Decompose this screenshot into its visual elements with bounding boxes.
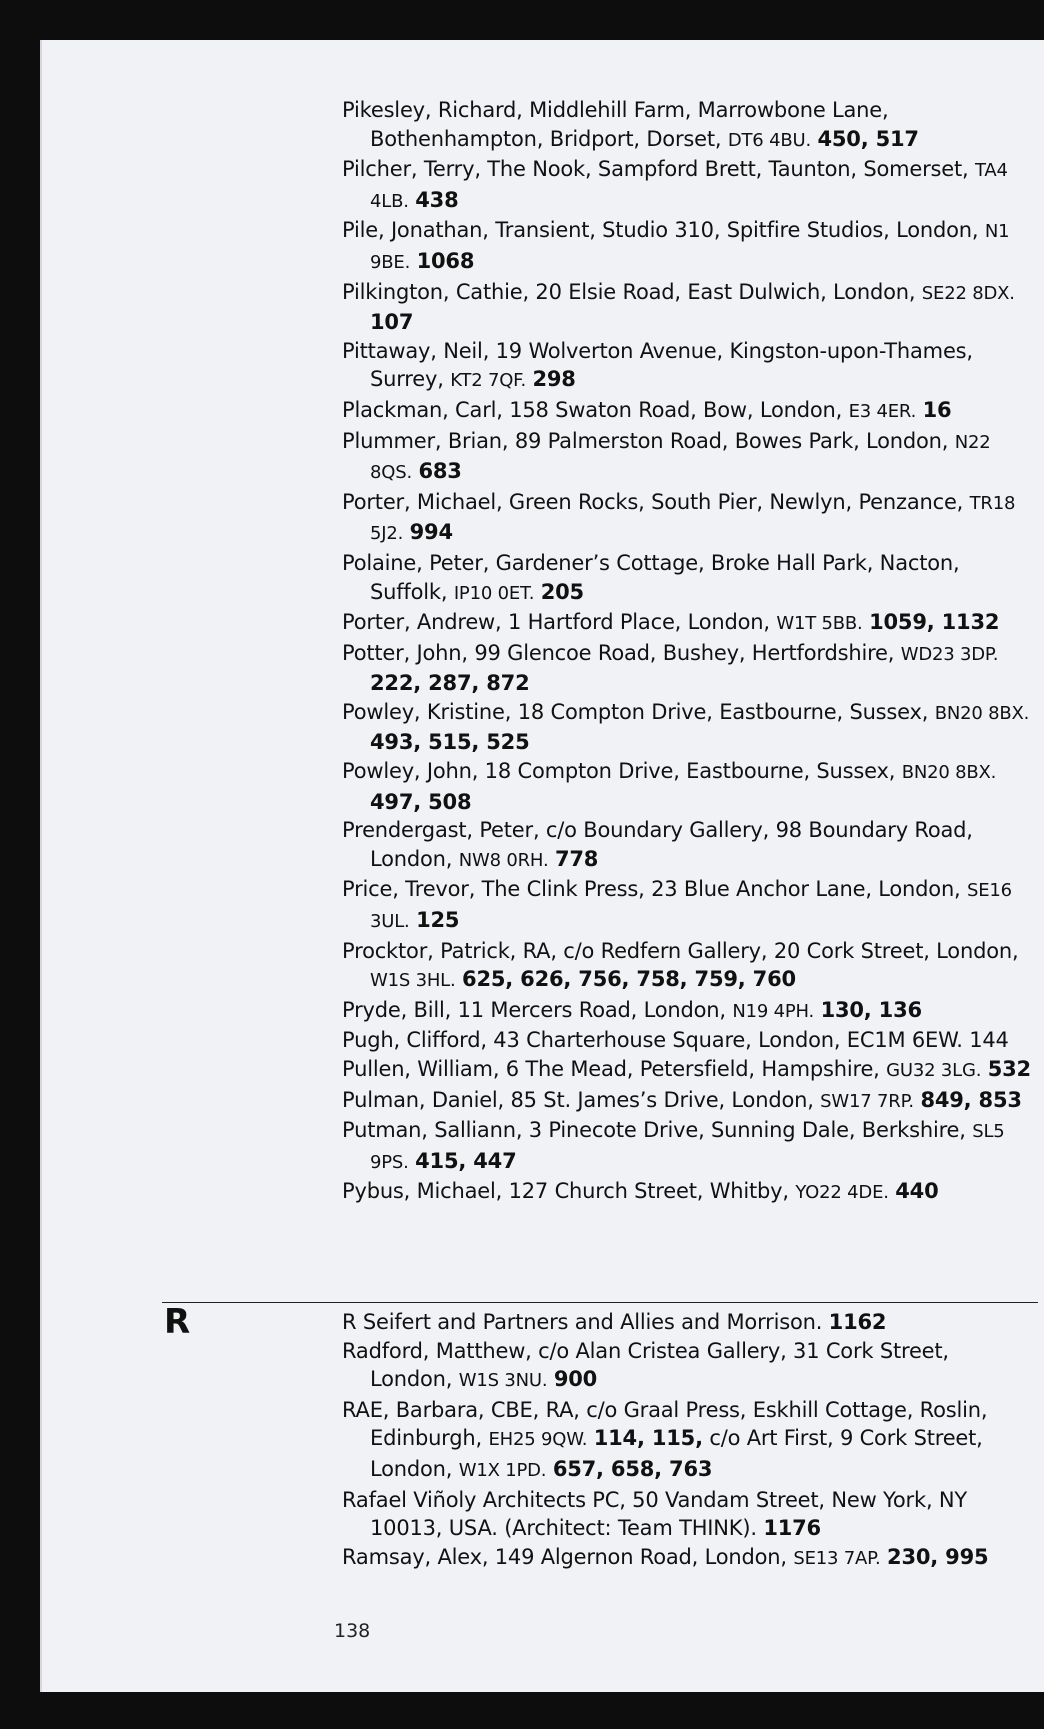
postcode: BN20 8BX. (901, 762, 997, 784)
page-references: 222, 287, 872 (370, 671, 530, 696)
entry-text: Potter, John, 99 Glencoe Road, Bushey, Hertfordshire, (342, 640, 901, 665)
entry-text: Polaine, Peter, Gardener’s Cottage, Broke Hall Park, Nacton, Suffolk, (342, 550, 960, 604)
index-entry (342, 396, 1032, 427)
index-section-p (342, 96, 1032, 1208)
index-entry (342, 96, 1032, 155)
index-entry (342, 757, 1032, 816)
index-entry (342, 1026, 1032, 1055)
entry-text: Radford, Matthew, c/o Alan Cristea Gallery, 31 Cork Street, London, (342, 1338, 949, 1392)
index-entry (342, 1486, 1032, 1543)
page-references: 1176 (763, 1516, 821, 1541)
index-page (40, 40, 1044, 1692)
page-references: 415, 447 (415, 1148, 517, 1173)
page-references: 900 (553, 1367, 598, 1392)
postcode: GU32 3LG. (886, 1060, 982, 1081)
postcode: SL5 9PS. (370, 1121, 1005, 1173)
entry-text: Putman, Salliann, 3 Pinecote Drive, Sunning Dale, Berkshire, (342, 1118, 973, 1143)
entry-text: R Seifert and Partners and Allies and Morrison. (342, 1310, 829, 1334)
entry-text: Plummer, Brian, 89 Palmerston Road, Bowes Park, London, (342, 428, 955, 453)
page-references: 778 (554, 846, 599, 871)
index-entry (342, 996, 1032, 1027)
index-entry (342, 337, 1032, 396)
page-references: 205 (540, 579, 584, 604)
postcode: EH25 9QW. (488, 1429, 588, 1451)
page-number: 138 (334, 1620, 371, 1642)
page-references: 125 (416, 908, 460, 933)
entry-text: Pryde, Bill, 11 Mercers Road, London, (342, 997, 733, 1022)
index-entry (342, 937, 1032, 996)
page-references: 230, 995 (887, 1544, 989, 1569)
entry-text: RAE, Barbara, CBE, RA, c/o Graal Press, Eskhill Cottage, Roslin, Edinburgh, (342, 1397, 988, 1451)
postcode: DT6 4BU. (727, 129, 811, 151)
entry-text: Porter, Michael, Green Rocks, South Pier, Newlyn, Penzance, (342, 489, 970, 514)
postcode: BN20 8BX. (934, 702, 1030, 724)
postcode: SW17 7RP. (820, 1090, 914, 1112)
entry-text: Pugh, Clifford, 43 Charterhouse Square, London, EC1M 6EW. 144 (342, 1028, 1009, 1053)
index-entry (342, 1086, 1032, 1117)
index-entry (342, 549, 1032, 608)
page-references: 450, 517 (817, 126, 919, 151)
entry-text: Pilcher, Terry, The Nook, Sampford Brett, Taunton, Somerset, (342, 157, 975, 182)
index-entry (342, 816, 1032, 875)
entry-text: Pilkington, Cathie, 20 Elsie Road, East Dulwich, London, (342, 279, 922, 304)
page-references: 1068 (416, 248, 475, 273)
entry-text: Prendergast, Peter, c/o Boundary Gallery, 98 Boundary Road, London, (342, 818, 973, 871)
section-divider (162, 1302, 1038, 1303)
page-references: 532 (987, 1057, 1031, 1081)
entry-text: Porter, Andrew, 1 Hartford Place, London, (342, 610, 777, 635)
postcode: W1S 3HL. (370, 970, 456, 992)
postcode: N19 4PH. (732, 1000, 815, 1022)
index-entry (342, 639, 1032, 698)
page-references: 298 (532, 367, 576, 392)
entry-text: Pittaway, Neil, 19 Wolverton Avenue, Kingston-upon-Thames, Surrey, (342, 338, 973, 392)
postcode: W1T 5BB. (776, 613, 863, 635)
entry-text: Ramsay, Alex, 149 Algernon Road, London, (342, 1544, 794, 1569)
entry-text: Pikesley, Richard, Middlehill Farm, Marrowbone Lane, Bothenhampton, Bridport, Dorset, (342, 98, 889, 151)
entry-text: c/o Art First, 9 Cork Street, London, (370, 1426, 983, 1481)
index-entry (342, 1396, 1032, 1486)
postcode: N22 8QS. (370, 431, 991, 484)
index-entry (342, 1055, 1032, 1086)
postcode: SE16 3UL. (370, 880, 1012, 933)
entry-text: Pulman, Daniel, 85 St. James’s Drive, London, (342, 1087, 821, 1112)
index-entry (342, 1177, 1032, 1208)
postcode: IP10 0ET. (453, 582, 535, 604)
page-references: 657, 658, 763 (552, 1456, 713, 1481)
entry-text: Pile, Jonathan, Transient, Studio 310, Spitfire Studios, London, (342, 218, 985, 243)
index-entry (342, 608, 1032, 639)
entry-text: Plackman, Carl, 158 Swaton Road, Bow, London, (342, 397, 849, 422)
index-entry (342, 1116, 1032, 1177)
index-entry (342, 698, 1032, 757)
postcode: TR18 5J2. (370, 492, 1016, 545)
entry-text: Pybus, Michael, 127 Church Street, Whitby, (342, 1179, 796, 1204)
entry-text: Pullen, William, 6 The Mead, Petersfield, Hampshire, (342, 1057, 887, 1081)
index-entry (342, 1308, 1032, 1337)
page-references: 493, 515, 525 (370, 730, 530, 755)
index-section-r (342, 1308, 1032, 1573)
postcode: KT2 7QF. (450, 370, 526, 392)
page-references: 107 (370, 310, 414, 335)
page-references: 849, 853 (920, 1087, 1022, 1112)
page-references: 114, 115, (593, 1426, 703, 1451)
postcode: YO22 4DE. (795, 1182, 889, 1204)
postcode: TA4 4LB. (370, 160, 1008, 212)
index-entry (342, 427, 1032, 488)
postcode: NW8 0RH. (458, 849, 549, 871)
postcode: E3 4ER. (848, 400, 917, 422)
page-references: 994 (409, 520, 453, 545)
page-references: 683 (418, 459, 462, 484)
page-references: 1059, 1132 (869, 610, 1000, 635)
entry-text: Price, Trevor, The Clink Press, 23 Blue Anchor Lane, London, (342, 877, 968, 902)
page-references: 16 (922, 397, 952, 422)
index-entry (342, 278, 1032, 337)
section-letter: R (164, 1302, 191, 1342)
page-references: 438 (415, 187, 459, 212)
postcode: W1S 3NU. (458, 1370, 548, 1392)
index-entry (342, 488, 1032, 549)
entry-text: Powley, John, 18 Compton Drive, Eastbourne, Sussex, (342, 759, 902, 784)
index-entry (342, 1543, 1032, 1574)
postcode: W1X 1PD. (458, 1459, 547, 1481)
page-references: 130, 136 (820, 997, 922, 1022)
index-entry (342, 216, 1032, 277)
postcode: WD23 3DP. (900, 643, 999, 665)
postcode: SE22 8DX. (921, 282, 1015, 304)
page-references: 440 (895, 1179, 939, 1204)
page-references: 625, 626, 756, 758, 759, 760 (462, 967, 796, 992)
index-entry (342, 155, 1032, 216)
postcode: SE13 7AP. (793, 1547, 881, 1569)
entry-text: Rafael Viñoly Architects PC, 50 Vandam Street, New York, NY 10013, USA. (Architect: Team THINK). (342, 1487, 968, 1541)
entry-text: Procktor, Patrick, RA, c/o Redfern Gallery, 20 Cork Street, London, (342, 938, 1019, 963)
postcode: N1 9BE. (370, 221, 1010, 273)
page-references: 497, 508 (370, 789, 472, 814)
entry-text: Powley, Kristine, 18 Compton Drive, Eastbourne, Sussex, (342, 699, 935, 724)
index-entry (342, 1337, 1032, 1396)
index-entry (342, 875, 1032, 936)
page-references: 1162 (828, 1310, 887, 1334)
